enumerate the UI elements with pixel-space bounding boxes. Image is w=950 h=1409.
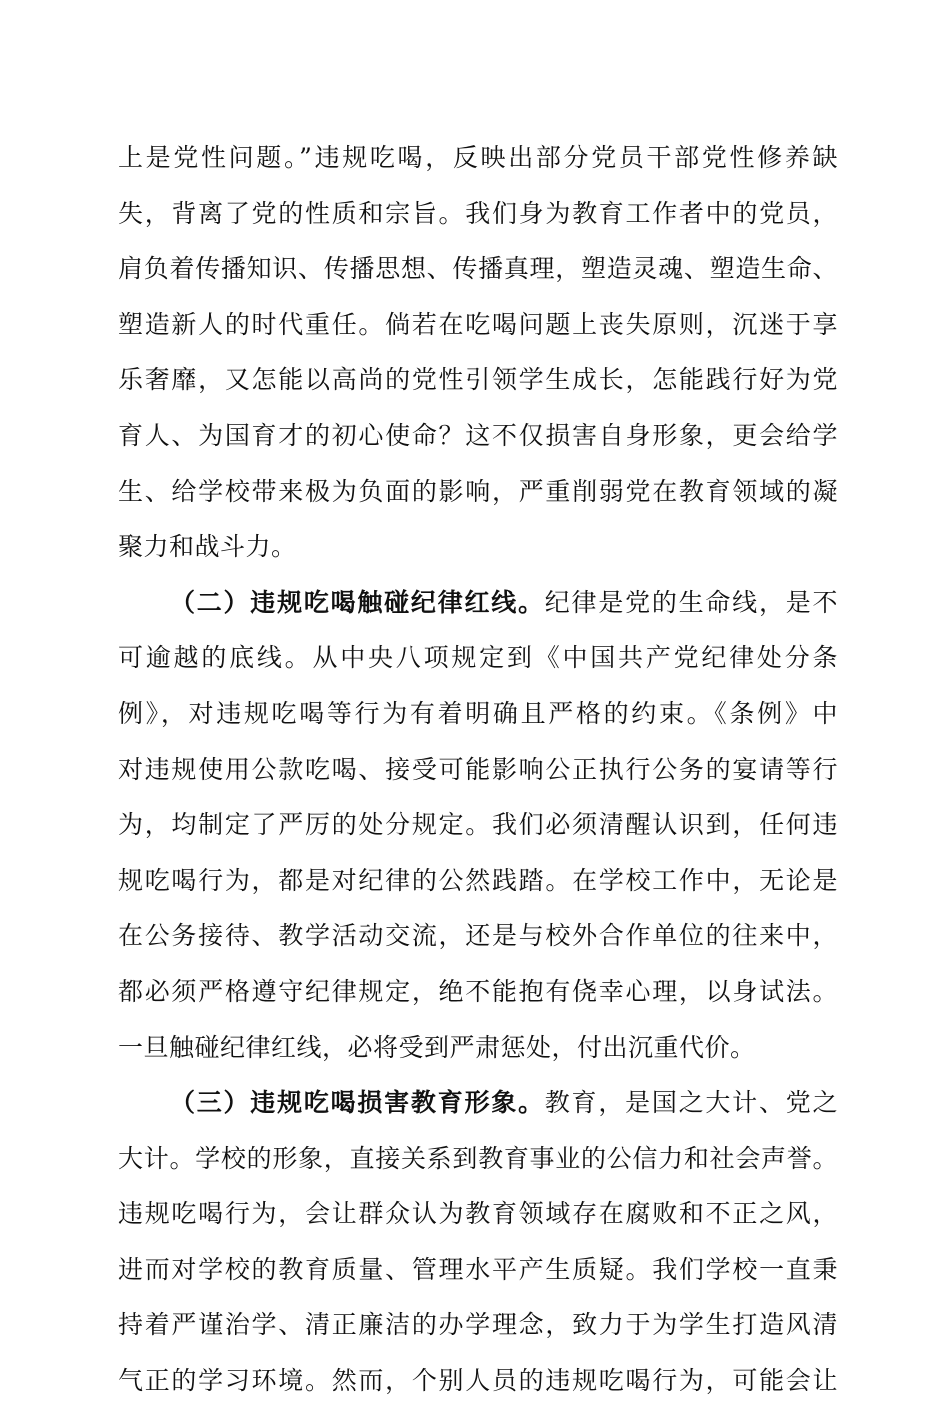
- text-line: 持着严谨治学、清正廉洁的办学理念，致力于为学生打造风清: [118, 1310, 838, 1340]
- text-line: 例》，对违规吃喝等行为有着明确且严格的约束。《条例》中: [118, 698, 838, 728]
- section-heading-3: （三）违规吃喝损害教育形象。: [170, 1088, 545, 1118]
- text-line: 失，背离了党的性质和宗旨。我们身为教育工作者中的党员，: [118, 198, 838, 228]
- text-line: 生、给学校带来极为负面的影响，严重削弱党在教育领域的凝: [118, 476, 838, 506]
- text-line: 肩负着传播知识、传播思想、传播真理，塑造灵魂、塑造生命、: [118, 254, 838, 284]
- text-line: 都必须严格遵守纪律规定，绝不能抱有侥幸心理，以身试法。: [118, 976, 838, 1006]
- text-line: 进而对学校的教育质量、管理水平产生质疑。我们学校一直秉: [118, 1254, 838, 1284]
- text-line: 违规吃喝行为，会让群众认为教育领域存在腐败和不正之风，: [118, 1199, 838, 1229]
- text-line: 乐奢靡，又怎能以高尚的党性引领学生成长，怎能践行好为党: [118, 365, 838, 395]
- text-line: 气正的学习环境。然而，个别人员的违规吃喝行为，可能会让: [118, 1366, 838, 1396]
- text-run: 纪律是党的生命线，是不: [544, 587, 838, 617]
- paragraph-party-spirit: [118, 130, 838, 575]
- paragraph-education-image: [118, 1075, 838, 1409]
- text-line: 在公务接待、教学活动交流，还是与校外合作单位的往来中，: [118, 921, 838, 951]
- text-line: 大计。学校的形象，直接关系到教育事业的公信力和社会声誉。: [118, 1143, 838, 1173]
- section-heading-2: （二）违规吃喝触碰纪律红线。: [170, 587, 545, 617]
- body-text: [118, 130, 838, 1409]
- text-line: 一旦触碰纪律红线，必将受到严肃惩处，付出沉重代价。: [118, 1032, 756, 1062]
- text-line: 可逾越的底线。从中央八项规定到《中国共产党纪律处分条: [118, 643, 838, 673]
- text-run: 教育，是国之大计、党之: [544, 1088, 838, 1118]
- text-line-first: [118, 575, 838, 631]
- text-line: 为，均制定了严厉的处分规定。我们必须清醒认识到，任何违: [118, 810, 838, 840]
- text-line: 聚力和战斗力。: [118, 532, 297, 562]
- text-line: 塑造新人的时代重任。倘若在吃喝问题上丧失原则，沉迷于享: [118, 309, 838, 339]
- text-line: 对违规使用公款吃喝、接受可能影响公正执行公务的宴请等行: [118, 754, 838, 784]
- text-line: 规吃喝行为，都是对纪律的公然践踏。在学校工作中，无论是: [118, 865, 838, 895]
- paragraph-discipline: [118, 575, 838, 1075]
- text-line: 上是党性问题。”违规吃喝，反映出部分党员干部党性修养缺: [118, 143, 838, 172]
- text-line-first: [118, 1075, 838, 1131]
- text-line: 育人、为国育才的初心使命？这不仅损害自身形象，更会给学: [118, 420, 838, 450]
